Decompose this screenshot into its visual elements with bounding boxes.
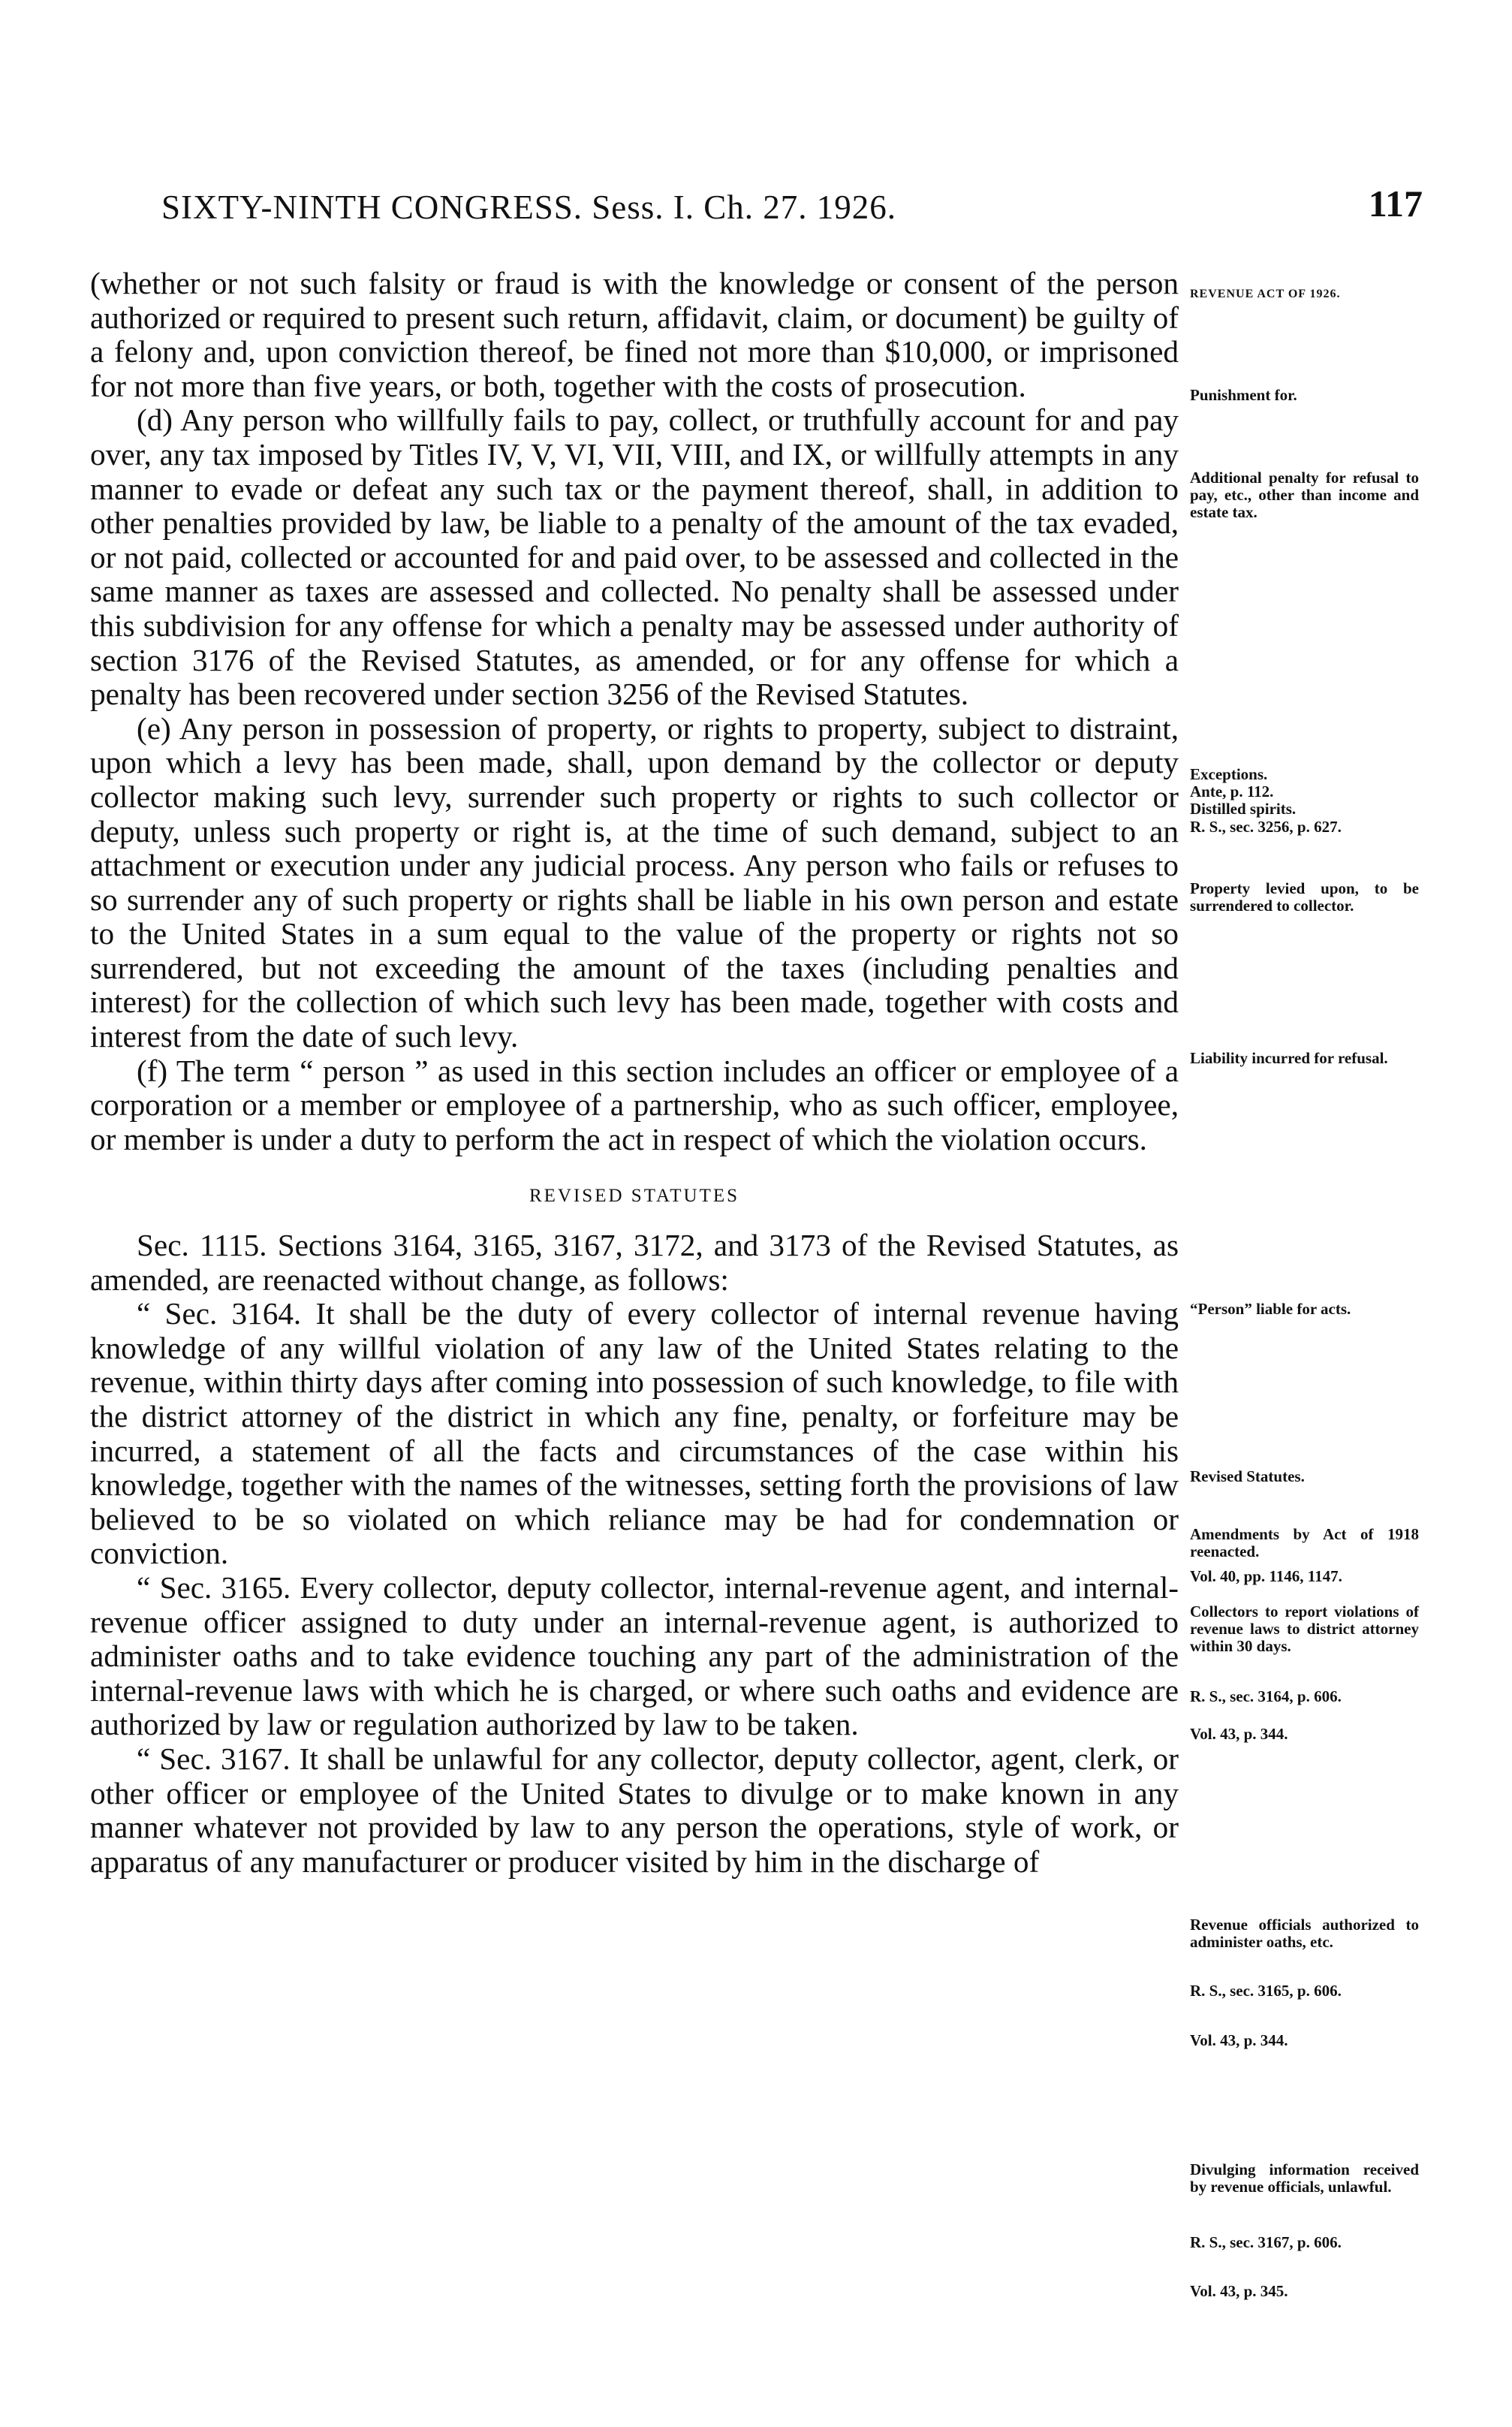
- margin-note-distilled-spirits: Distilled spirits.: [1190, 800, 1297, 818]
- margin-note-vol-43-c: Vol. 43, p. 345.: [1190, 2282, 1288, 2300]
- margin-note-vol-43-b: Vol. 43, p. 344.: [1190, 2031, 1288, 2049]
- main-text-column: [90, 267, 1179, 1879]
- running-head: SIXTY-NINTH CONGRESS. Sess. I. Ch. 27. 1926.: [161, 188, 897, 226]
- margin-note-rs-3165: R. S., sec. 3165, p. 606.: [1190, 1982, 1342, 2000]
- margin-note-person-liable: “Person” liable for acts.: [1190, 1300, 1351, 1318]
- section-3165: “ Sec. 3165. Every collector, deputy collector, internal-revenue agent, and internal-revenue officer assigned to duty under an internal-revenue agent, is authorized to administer oaths and to take evidence touching any part of the administration of the internal-revenue laws with which he is charged, or where such oaths and evidence are authorized by law or regulation authorized by law to be taken.: [90, 1569, 1179, 1742]
- margin-note-rs-3164: R. S., sec. 3164, p. 606.: [1190, 1687, 1342, 1705]
- margin-note-additional-penalty: Additional penalty for refusal to pay, etc., other than income and estate tax.: [1190, 469, 1419, 521]
- section-3167: “ Sec. 3167. It shall be unlawful for any collector, deputy collector, agent, clerk, or other officer or employee of the United States to divulge or to make known in any manner whatever not provided by law to any person the operations, style of work, or apparatus of any manufacturer or producer visited by him in the discharge of: [90, 1741, 1179, 1879]
- margin-note-vol-43-a: Vol. 43, p. 344.: [1190, 1725, 1288, 1743]
- margin-note-divulging: Divulging information received by revenue officials, unlawful.: [1190, 2160, 1419, 2196]
- margin-note-amendments: Amendments by Act of 1918 reenacted.: [1190, 1525, 1419, 1560]
- margin-note-vol-40: Vol. 40, pp. 1146, 1147.: [1190, 1567, 1342, 1585]
- section-heading: REVISED STATUTES: [529, 1186, 740, 1207]
- margin-note-revenue-officials: Revenue officials authorized to administer oaths, etc.: [1190, 1916, 1419, 1951]
- margin-note-exceptions: Exceptions.: [1190, 765, 1268, 783]
- section-1115: Sec. 1115. Sections 3164, 3165, 3167, 3172, and 3173 of the Revised Statutes, as amended, are reenacted without change, as follows:: [90, 1228, 1179, 1297]
- section-3164: “ Sec. 3164. It shall be the duty of every collector of internal revenue having knowledge of any willful violation of any law of the United States relating to the revenue, within thirty days after coming into possession of such knowledge, to file with the district attorney of the district in which any fine, penalty, or forfeiture may be incurred, a statement of all the facts and circumstances of the case within his knowledge, together with the names of the witnesses, setting forth the provisions of law believed to be so violated on which reliance may be had for condemnation or conviction.: [90, 1296, 1179, 1571]
- margin-note-punishment: Punishment for.: [1190, 386, 1297, 404]
- paragraph-f: (f) The term “ person ” as used in this section includes an officer or employee of a corporation or a member or employee of a partnership, who as such officer, employee, or member is under a duty to perform the act in respect of which the violation occurs.: [90, 1053, 1179, 1156]
- paragraph-e: (e) Any person in possession of property, or rights to property, subject to distraint, upon which a levy has been made, shall, upon demand by the collector or deputy collector making such levy, surrender such property or rights to such collector or deputy, unless such property or right is, at the time of such demand, subject to an attachment or execution under any judicial process. Any person who fails or refuses to so surrender any of such property or rights shall be liable in his own person and estate to the United States in a sum equal to the value of the property or rights not so surrendered, but not exceeding the amount of the taxes (including penalties and interest) for the collection of which such levy has been made, together with costs and interest from the date of such levy.: [90, 710, 1179, 1054]
- margin-note-collectors-report: Collectors to report violations of revenue laws to district attorney within 30 days.: [1190, 1602, 1419, 1655]
- margin-note-ante: Ante, p. 112.: [1190, 782, 1274, 800]
- page-header: [161, 182, 1423, 233]
- margin-note-liability: Liability incurred for refusal.: [1190, 1049, 1388, 1067]
- paragraph-d: (d) Any person who willfully fails to pay, collect, or truthfully account for and pay over, any tax imposed by Titles IV, V, VI, VII, VIII, and IX, or willfully attempts in any manner to evade or defeat any such tax or the payment thereof, shall, in addition to other penalties provided by law, be liable to a penalty of the amount of the tax evaded, or not paid, collected or accounted for and paid over, to be assessed and collected in the same manner as taxes are assessed and collected. No penalty shall be assessed under this subdivision for any offense for which a penalty may be assessed under authority of section 3176 of the Revised Statutes, as amended, or for any offense for which a penalty has been recovered under section 3256 of the Revised Statutes.: [90, 402, 1179, 712]
- margin-note-property-levied: Property levied upon, to be surrendered to collector.: [1190, 879, 1419, 915]
- paragraph-c-continuation: (whether or not such falsity or fraud is with the knowledge or consent of the person authorized or required to present such return, affidavit, claim, or document) be guilty of a felony and, upon conviction thereof, be fined not more than $10,000, or imprisoned for not more than five years, or both, together with the costs of prosecution.: [90, 266, 1179, 403]
- margin-note-rs-3256: R. S., sec. 3256, p. 627.: [1190, 818, 1342, 836]
- margin-note-revenue-act: REVENUE ACT OF 1926.: [1190, 288, 1341, 300]
- page-number: 117: [1368, 182, 1423, 225]
- margin-note-rs-3167: R. S., sec. 3167, p. 606.: [1190, 2233, 1342, 2251]
- margin-note-revised-statutes: Revised Statutes.: [1190, 1467, 1305, 1485]
